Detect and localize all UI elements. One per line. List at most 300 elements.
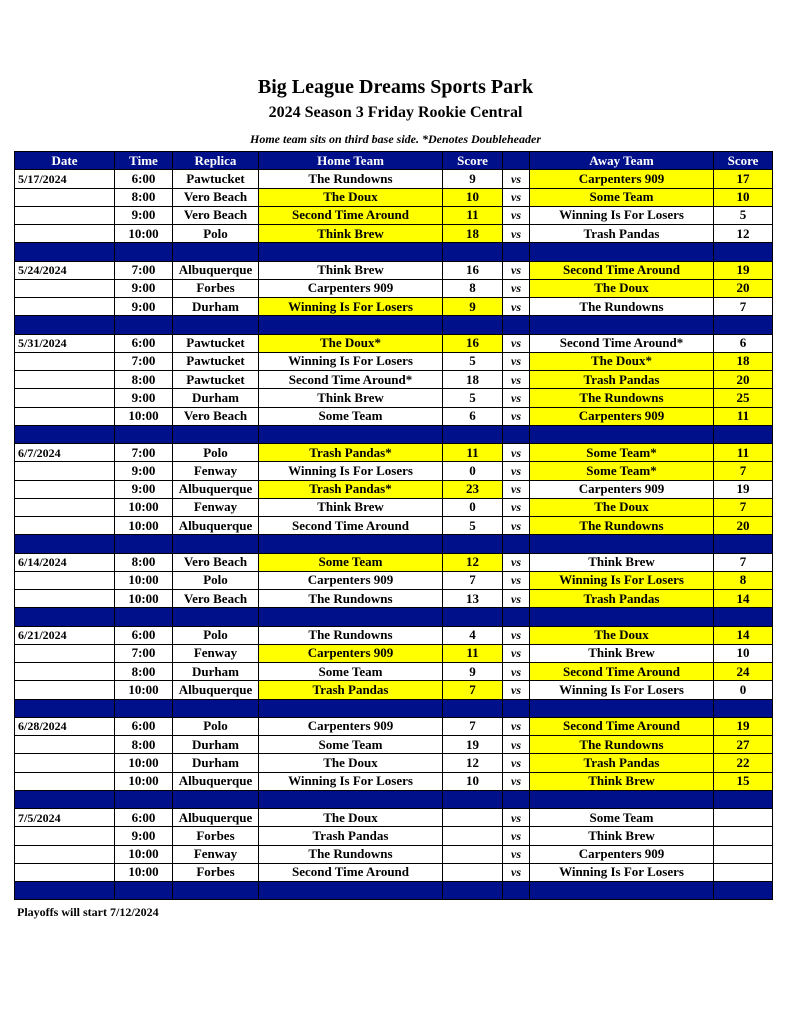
table-row	[15, 571, 773, 589]
versus-label: vs	[503, 444, 530, 462]
separator-cell	[173, 699, 259, 717]
home-team: Winning Is For Losers	[259, 352, 443, 370]
game-date	[15, 206, 115, 224]
game-time: 6:00	[115, 717, 173, 735]
versus-label: vs	[503, 389, 530, 407]
game-date: 5/24/2024	[15, 261, 115, 279]
table-row	[15, 845, 773, 863]
game-field: Forbes	[173, 279, 259, 297]
away-team: Some Team*	[530, 462, 714, 480]
week-separator	[15, 790, 773, 808]
table-row	[15, 334, 773, 352]
game-time: 6:00	[115, 809, 173, 827]
separator-cell	[115, 790, 173, 808]
game-field: Albuquerque	[173, 809, 259, 827]
versus-label: vs	[503, 188, 530, 206]
separator-cell	[115, 699, 173, 717]
separator-cell	[173, 425, 259, 443]
table-row	[15, 407, 773, 425]
home-team: The Rundowns	[259, 590, 443, 608]
away-score: 10	[714, 644, 773, 662]
game-date	[15, 681, 115, 699]
home-score: 6	[443, 407, 503, 425]
home-team: Some Team	[259, 663, 443, 681]
away-score: 27	[714, 736, 773, 754]
separator-cell	[443, 316, 503, 334]
away-team: Carpenters 909	[530, 845, 714, 863]
game-date	[15, 188, 115, 206]
column-header-home-score: Score	[443, 152, 503, 170]
game-time: 9:00	[115, 298, 173, 316]
separator-cell	[443, 535, 503, 553]
separator-cell	[15, 316, 115, 334]
separator-cell	[714, 699, 773, 717]
game-time: 9:00	[115, 279, 173, 297]
versus-label: vs	[503, 225, 530, 243]
home-score: 9	[443, 298, 503, 316]
versus-label: vs	[503, 754, 530, 772]
separator-cell	[15, 790, 115, 808]
versus-label: vs	[503, 736, 530, 754]
game-field: Durham	[173, 389, 259, 407]
game-field: Fenway	[173, 845, 259, 863]
separator-cell	[115, 425, 173, 443]
game-time: 9:00	[115, 206, 173, 224]
versus-label: vs	[503, 845, 530, 863]
separator-cell	[530, 699, 714, 717]
game-date	[15, 827, 115, 845]
separator-cell	[259, 882, 443, 900]
game-time: 10:00	[115, 845, 173, 863]
away-team: Second Time Around	[530, 261, 714, 279]
game-date	[15, 863, 115, 881]
game-field: Vero Beach	[173, 206, 259, 224]
home-score: 11	[443, 444, 503, 462]
separator-cell	[173, 243, 259, 261]
game-date	[15, 498, 115, 516]
table-row	[15, 717, 773, 735]
game-field: Durham	[173, 298, 259, 316]
game-field: Albuquerque	[173, 681, 259, 699]
game-field: Durham	[173, 754, 259, 772]
page-subtitle: 2024 Season 3 Friday Rookie Central	[268, 104, 523, 121]
versus-label: vs	[503, 517, 530, 535]
home-team: The Rundowns	[259, 170, 443, 188]
week-separator	[15, 425, 773, 443]
away-team: Some Team*	[530, 444, 714, 462]
game-date	[15, 754, 115, 772]
separator-cell	[530, 608, 714, 626]
home-team: Trash Pandas*	[259, 444, 443, 462]
home-team: The Rundowns	[259, 845, 443, 863]
versus-label: vs	[503, 279, 530, 297]
game-time: 9:00	[115, 389, 173, 407]
game-date: 6/14/2024	[15, 553, 115, 571]
separator-cell	[443, 882, 503, 900]
home-score: 7	[443, 571, 503, 589]
game-field: Forbes	[173, 827, 259, 845]
away-score: 7	[714, 298, 773, 316]
table-row	[15, 206, 773, 224]
versus-label: vs	[503, 863, 530, 881]
home-score: 10	[443, 188, 503, 206]
home-team: Winning Is For Losers	[259, 772, 443, 790]
away-team: Carpenters 909	[530, 407, 714, 425]
game-date	[15, 517, 115, 535]
week-separator	[15, 243, 773, 261]
away-team: The Rundowns	[530, 517, 714, 535]
table-row	[15, 626, 773, 644]
game-date	[15, 644, 115, 662]
game-field: Polo	[173, 571, 259, 589]
game-date: 7/5/2024	[15, 809, 115, 827]
game-date	[15, 663, 115, 681]
versus-label: vs	[503, 681, 530, 699]
away-score: 24	[714, 663, 773, 681]
home-score: 8	[443, 279, 503, 297]
separator-cell	[503, 882, 530, 900]
game-field: Fenway	[173, 644, 259, 662]
separator-cell	[15, 243, 115, 261]
separator-cell	[530, 316, 714, 334]
table-row	[15, 590, 773, 608]
home-team: Trash Pandas	[259, 681, 443, 699]
separator-cell	[443, 790, 503, 808]
away-team: Trash Pandas	[530, 225, 714, 243]
home-team: Second Time Around	[259, 517, 443, 535]
game-field: Vero Beach	[173, 188, 259, 206]
home-team: Second Time Around*	[259, 371, 443, 389]
away-score	[714, 845, 773, 863]
game-date	[15, 407, 115, 425]
away-team: Think Brew	[530, 644, 714, 662]
game-date: 6/28/2024	[15, 717, 115, 735]
game-field: Vero Beach	[173, 590, 259, 608]
versus-label: vs	[503, 170, 530, 188]
separator-cell	[503, 425, 530, 443]
separator-cell	[15, 699, 115, 717]
separator-cell	[503, 790, 530, 808]
game-date: 5/17/2024	[15, 170, 115, 188]
game-field: Pawtucket	[173, 371, 259, 389]
game-time: 8:00	[115, 553, 173, 571]
versus-label: vs	[503, 772, 530, 790]
game-time: 8:00	[115, 188, 173, 206]
separator-cell	[530, 425, 714, 443]
away-score	[714, 827, 773, 845]
table-row	[15, 681, 773, 699]
table-row	[15, 498, 773, 516]
away-score: 10	[714, 188, 773, 206]
game-field: Pawtucket	[173, 352, 259, 370]
home-team: Trash Pandas*	[259, 480, 443, 498]
away-team: Winning Is For Losers	[530, 863, 714, 881]
home-score: 0	[443, 498, 503, 516]
away-score: 6	[714, 334, 773, 352]
home-team: Second Time Around	[259, 863, 443, 881]
home-team: Some Team	[259, 553, 443, 571]
table-row	[15, 863, 773, 881]
home-team: The Doux*	[259, 334, 443, 352]
separator-cell	[115, 535, 173, 553]
versus-label: vs	[503, 717, 530, 735]
separator-cell	[503, 535, 530, 553]
home-score: 9	[443, 663, 503, 681]
game-date	[15, 772, 115, 790]
home-team: Winning Is For Losers	[259, 298, 443, 316]
away-team: Carpenters 909	[530, 480, 714, 498]
separator-cell	[259, 316, 443, 334]
game-time: 8:00	[115, 663, 173, 681]
separator-cell	[15, 882, 115, 900]
separator-cell	[714, 425, 773, 443]
game-field: Vero Beach	[173, 553, 259, 571]
home-score: 0	[443, 462, 503, 480]
game-field: Polo	[173, 444, 259, 462]
home-team: The Doux	[259, 754, 443, 772]
table-row	[15, 517, 773, 535]
away-score: 11	[714, 444, 773, 462]
separator-cell	[259, 699, 443, 717]
table-row	[15, 279, 773, 297]
column-header-away-team: Away Team	[530, 152, 714, 170]
game-time: 10:00	[115, 571, 173, 589]
game-date	[15, 352, 115, 370]
home-team: Think Brew	[259, 389, 443, 407]
home-score: 12	[443, 553, 503, 571]
away-score: 17	[714, 170, 773, 188]
away-score: 12	[714, 225, 773, 243]
away-score: 7	[714, 553, 773, 571]
away-score: 7	[714, 462, 773, 480]
page-title: Big League Dreams Sports Park	[257, 76, 534, 98]
separator-cell	[530, 882, 714, 900]
versus-label: vs	[503, 626, 530, 644]
separator-cell	[173, 790, 259, 808]
away-team: The Doux	[530, 279, 714, 297]
game-time: 10:00	[115, 225, 173, 243]
away-team: Trash Pandas	[530, 590, 714, 608]
table-row	[15, 736, 773, 754]
separator-cell	[173, 316, 259, 334]
away-team: Some Team	[530, 188, 714, 206]
versus-label: vs	[503, 663, 530, 681]
away-team: Second Time Around	[530, 717, 714, 735]
away-team: The Doux*	[530, 352, 714, 370]
game-field: Albuquerque	[173, 261, 259, 279]
away-team: Winning Is For Losers	[530, 681, 714, 699]
versus-label: vs	[503, 206, 530, 224]
away-score: 20	[714, 371, 773, 389]
table-row	[15, 827, 773, 845]
game-time: 6:00	[115, 170, 173, 188]
game-time: 8:00	[115, 371, 173, 389]
versus-label: vs	[503, 809, 530, 827]
home-score: 9	[443, 170, 503, 188]
versus-label: vs	[503, 298, 530, 316]
game-time: 8:00	[115, 736, 173, 754]
separator-cell	[714, 243, 773, 261]
table-row	[15, 772, 773, 790]
table-row	[15, 298, 773, 316]
game-date	[15, 480, 115, 498]
game-time: 7:00	[115, 261, 173, 279]
column-header-away-score: Score	[714, 152, 773, 170]
column-header-date: Date	[15, 152, 115, 170]
separator-cell	[714, 535, 773, 553]
home-team: Think Brew	[259, 225, 443, 243]
away-score: 15	[714, 772, 773, 790]
away-score: 25	[714, 389, 773, 407]
home-team: Trash Pandas	[259, 827, 443, 845]
table-row	[15, 480, 773, 498]
game-field: Fenway	[173, 498, 259, 516]
table-row	[15, 389, 773, 407]
separator-cell	[443, 243, 503, 261]
separator-cell	[443, 425, 503, 443]
separator-cell	[714, 882, 773, 900]
home-score: 4	[443, 626, 503, 644]
away-team: Think Brew	[530, 772, 714, 790]
away-score: 19	[714, 261, 773, 279]
away-team: The Rundowns	[530, 736, 714, 754]
separator-cell	[115, 882, 173, 900]
game-time: 10:00	[115, 517, 173, 535]
away-team: Second Time Around	[530, 663, 714, 681]
away-team: The Doux	[530, 498, 714, 516]
schedule-note: Home team sits on third base side. *Denotes Doubleheader	[250, 132, 541, 146]
game-field: Forbes	[173, 863, 259, 881]
versus-label: vs	[503, 352, 530, 370]
separator-cell	[259, 535, 443, 553]
separator-cell	[503, 699, 530, 717]
home-score	[443, 863, 503, 881]
game-date	[15, 590, 115, 608]
game-time: 6:00	[115, 626, 173, 644]
table-row	[15, 754, 773, 772]
game-date	[15, 462, 115, 480]
game-time: 10:00	[115, 772, 173, 790]
away-team: Think Brew	[530, 553, 714, 571]
game-time: 10:00	[115, 754, 173, 772]
versus-label: vs	[503, 334, 530, 352]
versus-label: vs	[503, 261, 530, 279]
column-header-replica: Replica	[173, 152, 259, 170]
game-date	[15, 845, 115, 863]
home-team: Second Time Around	[259, 206, 443, 224]
schedule-table	[14, 151, 773, 900]
game-field: Albuquerque	[173, 480, 259, 498]
game-time: 9:00	[115, 462, 173, 480]
away-score: 0	[714, 681, 773, 699]
home-team: The Doux	[259, 809, 443, 827]
game-date	[15, 279, 115, 297]
home-score: 7	[443, 681, 503, 699]
home-score	[443, 809, 503, 827]
game-field: Polo	[173, 626, 259, 644]
table-header-row	[15, 152, 773, 170]
home-score: 12	[443, 754, 503, 772]
week-separator	[15, 608, 773, 626]
home-team: Some Team	[259, 736, 443, 754]
away-score: 7	[714, 498, 773, 516]
versus-label: vs	[503, 407, 530, 425]
away-team: Winning Is For Losers	[530, 206, 714, 224]
away-team: Winning Is For Losers	[530, 571, 714, 589]
separator-cell	[714, 790, 773, 808]
versus-label: vs	[503, 462, 530, 480]
table-row	[15, 261, 773, 279]
home-team: Winning Is For Losers	[259, 462, 443, 480]
separator-cell	[15, 535, 115, 553]
table-row	[15, 462, 773, 480]
game-time: 10:00	[115, 863, 173, 881]
away-score	[714, 863, 773, 881]
home-score: 5	[443, 389, 503, 407]
away-score: 8	[714, 571, 773, 589]
away-score: 19	[714, 480, 773, 498]
game-time: 9:00	[115, 827, 173, 845]
separator-cell	[259, 790, 443, 808]
separator-cell	[714, 316, 773, 334]
separator-cell	[173, 535, 259, 553]
table-row	[15, 663, 773, 681]
separator-cell	[530, 790, 714, 808]
game-time: 10:00	[115, 590, 173, 608]
away-score: 19	[714, 717, 773, 735]
away-score: 14	[714, 626, 773, 644]
away-score: 11	[714, 407, 773, 425]
separator-cell	[259, 425, 443, 443]
versus-label: vs	[503, 553, 530, 571]
versus-label: vs	[503, 827, 530, 845]
home-score: 16	[443, 334, 503, 352]
week-separator	[15, 316, 773, 334]
home-team: Carpenters 909	[259, 644, 443, 662]
home-score: 7	[443, 717, 503, 735]
table-row	[15, 170, 773, 188]
table-row	[15, 809, 773, 827]
playoffs-note: Playoffs will start 7/12/2024	[17, 905, 159, 919]
game-time: 10:00	[115, 407, 173, 425]
home-score: 5	[443, 352, 503, 370]
game-date: 6/21/2024	[15, 626, 115, 644]
game-time: 7:00	[115, 352, 173, 370]
away-team: Second Time Around*	[530, 334, 714, 352]
table-row	[15, 352, 773, 370]
game-field: Fenway	[173, 462, 259, 480]
home-score: 11	[443, 644, 503, 662]
game-field: Albuquerque	[173, 772, 259, 790]
separator-cell	[15, 608, 115, 626]
away-team: Think Brew	[530, 827, 714, 845]
home-team: Carpenters 909	[259, 279, 443, 297]
separator-cell	[259, 608, 443, 626]
away-score: 22	[714, 754, 773, 772]
game-field: Polo	[173, 717, 259, 735]
game-field: Pawtucket	[173, 334, 259, 352]
away-score: 14	[714, 590, 773, 608]
game-field: Durham	[173, 663, 259, 681]
home-score: 18	[443, 225, 503, 243]
separator-cell	[503, 608, 530, 626]
away-team: The Rundowns	[530, 389, 714, 407]
home-team: Carpenters 909	[259, 571, 443, 589]
away-score	[714, 809, 773, 827]
home-score: 16	[443, 261, 503, 279]
separator-cell	[530, 535, 714, 553]
versus-label: vs	[503, 480, 530, 498]
